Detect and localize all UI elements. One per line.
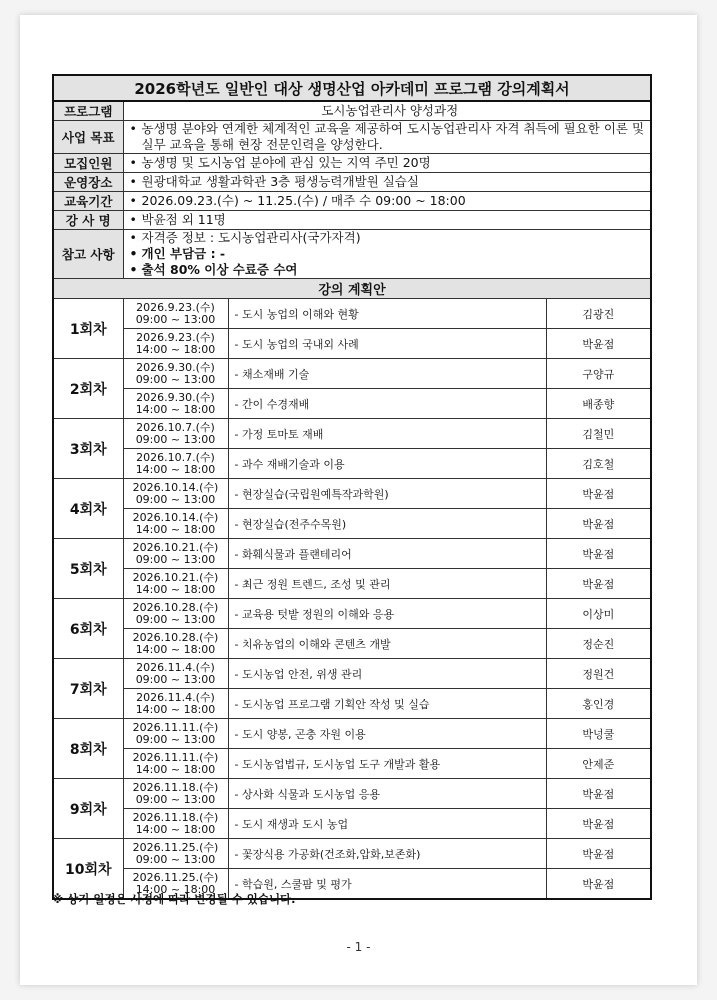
info-text: 자격증 정보 : 도시농업관리사(국가자격) (141, 230, 361, 245)
bullet-glyph: • (129, 230, 137, 245)
info-label: 프로그램 (53, 101, 123, 121)
lecture-topic: - 도시 농업의 이해와 현황 (228, 299, 546, 329)
info-line (130, 155, 651, 171)
info-text: 박윤점 외 11명 (141, 212, 226, 227)
bullet-glyph: • (129, 174, 137, 189)
lecture-row (53, 719, 651, 749)
lecture-instructor: 박윤점 (546, 869, 651, 900)
lecture-date: 2026.10.14.(수) (132, 480, 219, 494)
lecture-datetime (123, 629, 228, 659)
lecture-instructor: 김철민 (546, 419, 651, 449)
info-text: 출석 80% 이상 수료증 수여 (141, 262, 298, 277)
lecture-topic: - 상사화 식물과 도시농업 응용 (228, 779, 546, 809)
bullet-glyph: • (129, 246, 138, 261)
lecture-time: 09:00 ~ 13:00 (135, 732, 216, 746)
session-label: 3회차 (53, 419, 123, 479)
info-line (130, 193, 651, 209)
lecture-topic: - 도시농업 안전, 위생 관리 (228, 659, 546, 689)
lecture-datetime (123, 329, 228, 359)
lecture-datetime (123, 839, 228, 869)
lecture-topic: - 최근 정원 트렌드, 조성 및 관리 (228, 569, 546, 599)
info-value (123, 101, 651, 121)
lecture-topic: - 꽃장식용 가공화(건조화,압화,보존화) (228, 839, 546, 869)
lecture-topic: - 학습원, 스쿨팜 및 평가 (228, 869, 546, 900)
info-line (130, 212, 651, 228)
lecture-time: 09:00 ~ 13:00 (135, 372, 216, 386)
lecture-date: 2026.11.25.(수) (132, 840, 219, 854)
page-number: - 1 - (346, 940, 371, 954)
lecture-time: 09:00 ~ 13:00 (135, 492, 216, 506)
info-label: 운영장소 (53, 173, 123, 192)
lecture-date: 2026.10.7.(수) (136, 450, 215, 464)
session-label: 8회차 (53, 719, 123, 779)
lecture-date: 2026.9.30.(수) (136, 390, 215, 404)
info-text: 도시농업관리사 양성과정 (321, 103, 459, 118)
plan-header-row (53, 279, 651, 299)
lecture-instructor: 박윤점 (546, 839, 651, 869)
bullet-glyph: • (129, 121, 137, 136)
info-row (53, 211, 651, 230)
info-value (123, 121, 651, 154)
info-row (53, 192, 651, 211)
lecture-time: 14:00 ~ 18:00 (135, 882, 216, 896)
lecture-datetime (123, 599, 228, 629)
lecture-time: 14:00 ~ 18:00 (135, 522, 216, 536)
lecture-plan-table (52, 74, 652, 900)
info-row (53, 173, 651, 192)
info-text: 농생명 및 도시농업 분야에 관심 있는 지역 주민 20명 (141, 155, 431, 170)
lecture-date: 2026.10.21.(수) (132, 570, 219, 584)
lecture-topic: - 과수 재배기술과 이용 (228, 449, 546, 479)
lecture-date: 2026.11.4.(수) (136, 660, 215, 674)
lecture-row (53, 509, 651, 539)
lecture-datetime (123, 479, 228, 509)
lecture-row (53, 449, 651, 479)
info-label: 참고 사항 (53, 230, 123, 279)
bullet-glyph: • (129, 193, 137, 208)
lecture-instructor: 박윤점 (546, 329, 651, 359)
bullet-glyph: • (129, 262, 138, 277)
info-line (130, 262, 651, 278)
lecture-row (53, 479, 651, 509)
lecture-datetime (123, 539, 228, 569)
session-label: 5회차 (53, 539, 123, 599)
lecture-instructor: 안제준 (546, 749, 651, 779)
lecture-datetime (123, 569, 228, 599)
lecture-date: 2026.10.28.(수) (132, 600, 219, 614)
lecture-time: 09:00 ~ 13:00 (135, 612, 216, 626)
lecture-time: 14:00 ~ 18:00 (135, 342, 216, 356)
lecture-topic: - 도시농업법규, 도시농업 도구 개발과 활용 (228, 749, 546, 779)
lecture-date: 2026.10.21.(수) (132, 540, 219, 554)
lecture-datetime (123, 509, 228, 539)
lecture-row (53, 299, 651, 329)
lecture-row (53, 629, 651, 659)
lecture-date: 2026.11.11.(수) (132, 720, 219, 734)
lecture-time: 14:00 ~ 18:00 (135, 402, 216, 416)
lecture-topic: - 도시농업 프로그램 기획안 작성 및 실습 (228, 689, 546, 719)
info-text: 2026.09.23.(수) ~ 11.25.(수) / 매주 수 09:00 ~ 18:00 (141, 193, 466, 208)
lecture-topic: - 치유농업의 이해와 콘텐츠 개발 (228, 629, 546, 659)
info-line (130, 230, 651, 246)
session-label: 7회차 (53, 659, 123, 719)
info-value (123, 211, 651, 230)
info-label: 모집인원 (53, 154, 123, 173)
bullet-glyph: • (129, 155, 137, 170)
info-row (53, 101, 651, 121)
lecture-time: 09:00 ~ 13:00 (135, 672, 216, 686)
lecture-row (53, 839, 651, 869)
lecture-datetime (123, 449, 228, 479)
info-row (53, 230, 651, 279)
lecture-instructor: 정순진 (546, 629, 651, 659)
lecture-datetime (123, 359, 228, 389)
lecture-topic: - 도시 재생과 도시 농업 (228, 809, 546, 839)
lecture-instructor: 구양규 (546, 359, 651, 389)
lecture-instructor: 이상미 (546, 599, 651, 629)
lecture-row (53, 329, 651, 359)
info-line (130, 121, 651, 153)
schedule-change-note: ※ 상기 일정은 사정에 따라 변경될 수 있습니다. (52, 892, 296, 906)
info-text: 개인 부담금 : - (141, 246, 226, 261)
session-label: 1회차 (53, 299, 123, 359)
lecture-time: 14:00 ~ 18:00 (135, 702, 216, 716)
session-label: 2회차 (53, 359, 123, 419)
info-line (130, 174, 651, 190)
plan-header: 강의 계획안 (53, 279, 651, 299)
lecture-row (53, 599, 651, 629)
lecture-time: 14:00 ~ 18:00 (135, 822, 216, 836)
lecture-datetime (123, 689, 228, 719)
lecture-instructor: 박윤점 (546, 539, 651, 569)
lecture-time: 14:00 ~ 18:00 (135, 642, 216, 656)
info-label: 강 사 명 (53, 211, 123, 230)
lecture-datetime (123, 419, 228, 449)
lecture-instructor: 김호철 (546, 449, 651, 479)
lecture-instructor: 박윤점 (546, 779, 651, 809)
lecture-topic: - 도시 양봉, 곤충 자원 이용 (228, 719, 546, 749)
lecture-row (53, 689, 651, 719)
lecture-date: 2026.9.23.(수) (136, 330, 215, 344)
info-label: 사업 목표 (53, 121, 123, 154)
lecture-row (53, 419, 651, 449)
bullet-glyph: • (129, 212, 137, 227)
lecture-time: 14:00 ~ 18:00 (135, 582, 216, 596)
lecture-row (53, 539, 651, 569)
lecture-date: 2026.11.4.(수) (136, 690, 215, 704)
lecture-row (53, 659, 651, 689)
lecture-date: 2026.10.14.(수) (132, 510, 219, 524)
session-label: 6회차 (53, 599, 123, 659)
lecture-instructor: 김광진 (546, 299, 651, 329)
lecture-datetime (123, 299, 228, 329)
lecture-time: 09:00 ~ 13:00 (135, 312, 216, 326)
info-text: 농생명 분야와 연계한 체계적인 교육을 제공하여 도시농업관리사 자격 취득에 필요한 이론 및 실무 교육을 통해 현장 전문인력을 양성한다. (141, 121, 645, 152)
info-row (53, 121, 651, 154)
info-value (123, 173, 651, 192)
lecture-row (53, 749, 651, 779)
lecture-datetime (123, 719, 228, 749)
lecture-row (53, 809, 651, 839)
lecture-date: 2026.9.23.(수) (136, 300, 215, 314)
lecture-datetime (123, 779, 228, 809)
lecture-time: 09:00 ~ 13:00 (135, 552, 216, 566)
lecture-instructor: 박윤점 (546, 569, 651, 599)
lecture-topic: - 채소재배 기술 (228, 359, 546, 389)
lecture-instructor: 정원건 (546, 659, 651, 689)
lecture-time: 14:00 ~ 18:00 (135, 462, 216, 476)
lecture-instructor: 박넝쿨 (546, 719, 651, 749)
lecture-datetime (123, 749, 228, 779)
lecture-topic: - 간이 수경재배 (228, 389, 546, 419)
lecture-instructor: 홍인경 (546, 689, 651, 719)
lecture-topic: - 화훼식물과 플랜테리어 (228, 539, 546, 569)
lecture-date: 2026.10.28.(수) (132, 630, 219, 644)
lecture-datetime (123, 389, 228, 419)
lecture-time: 09:00 ~ 13:00 (135, 432, 216, 446)
lecture-topic: - 교육용 텃밭 정원의 이해와 응용 (228, 599, 546, 629)
info-label: 교육기간 (53, 192, 123, 211)
lecture-topic: - 현장실습(전주수목원) (228, 509, 546, 539)
lecture-time: 14:00 ~ 18:00 (135, 762, 216, 776)
lecture-row (53, 389, 651, 419)
info-value (123, 230, 651, 279)
lecture-time: 09:00 ~ 13:00 (135, 852, 216, 866)
session-label: 10회차 (53, 839, 123, 900)
lecture-datetime (123, 809, 228, 839)
info-text: 원광대학교 생활과학관 3층 평생능력개발원 실습실 (141, 174, 419, 189)
lecture-instructor: 박윤점 (546, 509, 651, 539)
lecture-row (53, 779, 651, 809)
lecture-instructor: 배종향 (546, 389, 651, 419)
info-line (130, 246, 651, 262)
lecture-row (53, 569, 651, 599)
lecture-topic: - 현장실습(국립원예특작과학원) (228, 479, 546, 509)
lecture-instructor: 박윤점 (546, 809, 651, 839)
lecture-date: 2026.9.30.(수) (136, 360, 215, 374)
info-value (123, 192, 651, 211)
info-row (53, 154, 651, 173)
lecture-date: 2026.11.18.(수) (132, 780, 219, 794)
lecture-instructor: 박윤점 (546, 479, 651, 509)
info-line (130, 103, 651, 119)
session-label: 9회차 (53, 779, 123, 839)
lecture-date: 2026.11.18.(수) (132, 810, 219, 824)
lecture-topic: - 가정 토마토 재배 (228, 419, 546, 449)
info-value (123, 154, 651, 173)
document-title: 2026학년도 일반인 대상 생명산업 아카데미 프로그램 강의계획서 (53, 75, 651, 101)
lecture-row (53, 359, 651, 389)
lecture-date: 2026.11.25.(수) (132, 870, 219, 884)
lecture-date: 2026.11.11.(수) (132, 750, 219, 764)
session-label: 4회차 (53, 479, 123, 539)
lecture-datetime (123, 659, 228, 689)
lecture-topic: - 도시 농업의 국내외 사례 (228, 329, 546, 359)
lecture-time: 09:00 ~ 13:00 (135, 792, 216, 806)
lecture-date: 2026.10.7.(수) (136, 420, 215, 434)
